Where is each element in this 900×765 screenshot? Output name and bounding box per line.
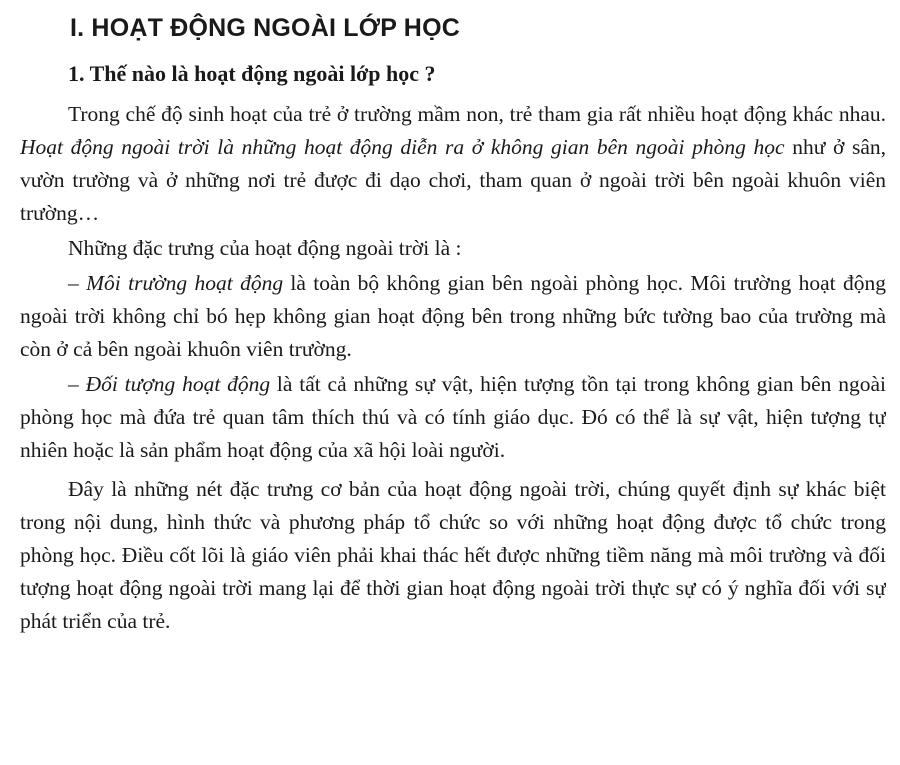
paragraph-object [20,368,886,467]
environment-dash: – [68,271,87,295]
paragraph-intro [20,98,886,230]
intro-text-end: như ở sân, vườn trường và ở những nơi trẻ được đi dạo chơi, tham quan ở ngoài trời bên ngoài khuôn viên trường… [20,135,886,225]
object-text: là tất cả những sự vật, hiện tượng tồn tại trong không gian bên ngoài phòng học mà đứa trẻ quan tâm thích thú và có tính giáo dục. Đó có thể là sự vật, hiện tượng tự nhiên hoặc là sản phẩm hoạt động của xã hội loài người. [20,372,886,462]
object-dash: – [68,372,86,396]
object-term-italic: Đối tượng hoạt động [85,372,271,396]
environment-text: là toàn bộ không gian bên ngoài phòng học. Môi trường hoạt động ngoài trời không chỉ bó hẹp không gian hoạt động bên trong những bức tường bao của trường mà còn ở cả bên ngoài khuôn viên trường. [20,271,886,361]
intro-text-start: Trong chế độ sinh hoạt của trẻ ở trường mầm non, trẻ tham gia rất nhiều hoạt động khác nhau. [68,102,886,126]
subsection-title: 1. Thế nào là hoạt động ngoài lớp học ? [68,61,436,86]
paragraph-conclusion: Đây là những nét đặc trưng cơ bản của hoạt động ngoài trời, chúng quyết định sự khác biệt trong nội dung, hình thức và phương pháp tổ chức so với những hoạt động được tổ chức trong phòng học. Điều cốt lõi là giáo viên phải khai thác hết được những tiềm năng mà môi trường và đối tượng hoạt động ngoài trời mang lại để thời gian hoạt động ngoài trời thực sự có ý nghĩa đối với sự phát triển của trẻ. [20,477,886,633]
document-page [20,6,886,758]
paragraph-environment [20,267,886,366]
environment-term-italic: Môi trường hoạt động [86,271,284,295]
paragraph-features-lead: Những đặc trưng của hoạt động ngoài trời là : [68,236,462,260]
intro-definition-italic: Hoạt động ngoài trời là những hoạt động diễn ra ở không gian bên ngoài phòng học [20,135,785,159]
section-title: I. HOẠT ĐỘNG NGOÀI LỚP HỌC [70,14,460,42]
